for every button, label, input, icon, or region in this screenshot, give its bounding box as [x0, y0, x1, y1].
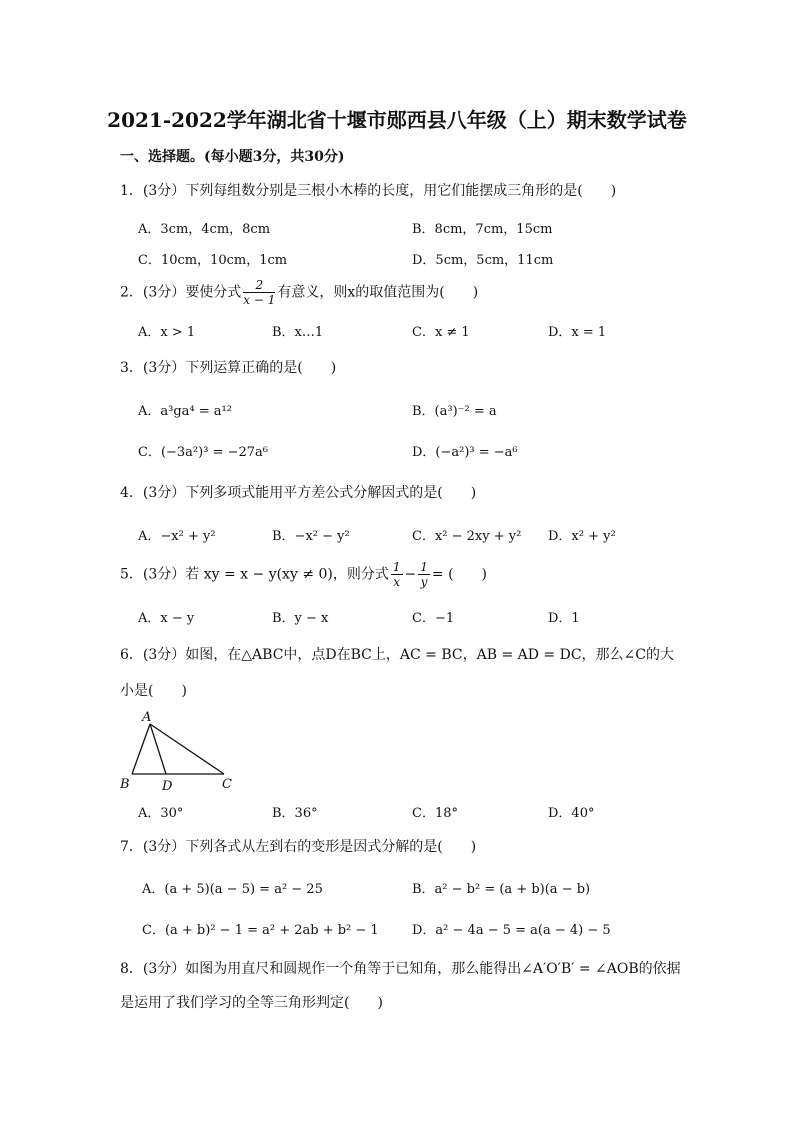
question-1-option-b: B．8cm，7cm，15cm [412, 222, 553, 237]
question-6-option-a: A．30° [138, 806, 184, 821]
question-2-stem-after: 有意义，则x的取值范围为( ) [277, 284, 479, 301]
question-5-option-b: B．y − x [272, 611, 329, 626]
question-4-option-a: A．−x² + y² [138, 529, 216, 544]
question-8-stem-line-1: 8．(3分）如图为用直尺和圆规作一个角等于已知角，那么能得出∠A′O′B′ = ∠AOB的依据 [120, 961, 681, 977]
question-6-option-d: D．40° [548, 806, 595, 821]
question-7-option-b: B．a² − b² = (a + b)(a − b) [412, 882, 591, 897]
fraction-numerator: 2 [243, 278, 275, 293]
vertex-label-a: A [142, 710, 152, 725]
vertex-label-c: C [222, 777, 232, 792]
question-3-option-c: C．(−3a²)³ = −27a⁶ [138, 445, 268, 460]
question-5-stem-before: 5．(3分）若 xy = x − y(xy ≠ 0)，则分式 [120, 566, 389, 583]
question-2-option-a: A．x > 1 [138, 325, 196, 340]
question-7-option-d: D．a² − 4a − 5 = a(a − 4) − 5 [412, 923, 611, 938]
question-5-option-c: C．−1 [412, 611, 455, 626]
question-6-option-b: B．36° [272, 806, 318, 821]
question-7-option-c: C．(a + b)² − 1 = a² + 2ab + b² − 1 [142, 923, 379, 938]
question-5-option-a: A．x − y [138, 611, 195, 626]
question-7-option-a: A．(a + 5)(a − 5) = a² − 25 [142, 882, 323, 897]
fraction-denominator: y [420, 575, 428, 589]
page-title: 2021-2022学年湖北省十堰市郧西县八年级（上）期末数学试卷 [107, 108, 687, 132]
question-1-option-c: C．10cm，10cm，1cm [138, 253, 288, 268]
question-6-stem-line-1: 6．(3分）如图，在△ABC中，点D在BC上，AC = BC，AB = AD = DC，那么∠C的大 [120, 647, 674, 663]
question-2-stem [120, 278, 478, 307]
vertex-label-d: D [162, 779, 173, 794]
segment-ab [132, 724, 150, 774]
question-5-option-d: D．1 [548, 611, 580, 626]
question-4-option-c: C．x² − 2xy + y² [412, 529, 522, 544]
question-3-stem: 3．(3分）下列运算正确的是( ) [120, 360, 337, 376]
question-1-option-a: A．3cm，4cm，8cm [138, 222, 271, 237]
fraction-numerator: 1 [392, 560, 401, 574]
question-6-option-c: C．18° [412, 806, 458, 821]
question-5-fraction-2 [418, 560, 430, 589]
question-5-fraction-1 [391, 560, 403, 589]
question-5-stem: 5．(3分）若 xy = x − y(xy ≠ 0)，则分式 $\frac{1}{x}$ − $\frac{1}{y}$ = ( ) [120, 560, 487, 589]
question-2-fraction [243, 278, 275, 307]
section-heading: 一、选择题。(每小题3分，共30分) [120, 149, 345, 165]
question-6-stem-line-2: 小是( ) [120, 683, 187, 699]
segment-ac [150, 724, 224, 774]
vertex-label-b: B [120, 777, 130, 792]
question-4-option-b: B．−x² − y² [272, 529, 350, 544]
fraction-numerator: 1 [420, 560, 428, 574]
question-4-option-d: D．x² + y² [548, 529, 616, 544]
segment-ad [150, 724, 166, 774]
triangle-figure [114, 706, 244, 796]
fraction-denominator: x − 1 [243, 293, 276, 307]
question-3-option-a: A．a³ga⁴ = a¹² [138, 404, 232, 419]
question-1-stem: 1．(3分）下列每组数分别是三根小木棒的长度，用它们能摆成三角形的是( ) [120, 183, 617, 199]
question-2-option-c: C．x ≠ 1 [412, 325, 470, 340]
question-7-stem: 7．(3分）下列各式从左到右的变形是因式分解的是( ) [120, 839, 477, 855]
question-3-option-b: B．(a³)⁻² = a [412, 404, 497, 419]
question-5-stem-after: = ( ) [431, 566, 487, 583]
question-3-option-d: D．(−a²)³ = −a⁶ [412, 445, 518, 460]
question-2-option-d: D．x = 1 [548, 325, 607, 340]
question-2-stem-before: 2．(3分）要使分式 [120, 284, 242, 301]
question-4-stem: 4．(3分）下列多项式能用平方差公式分解因式的是( ) [120, 485, 477, 501]
fraction-denominator: x [393, 575, 401, 589]
question-8-stem-line-2: 是运用了我们学习的全等三角形判定( ) [120, 995, 383, 1011]
question-1-option-d: D．5cm，5cm，11cm [412, 253, 554, 268]
question-2-option-b: B．x…1 [272, 325, 324, 340]
